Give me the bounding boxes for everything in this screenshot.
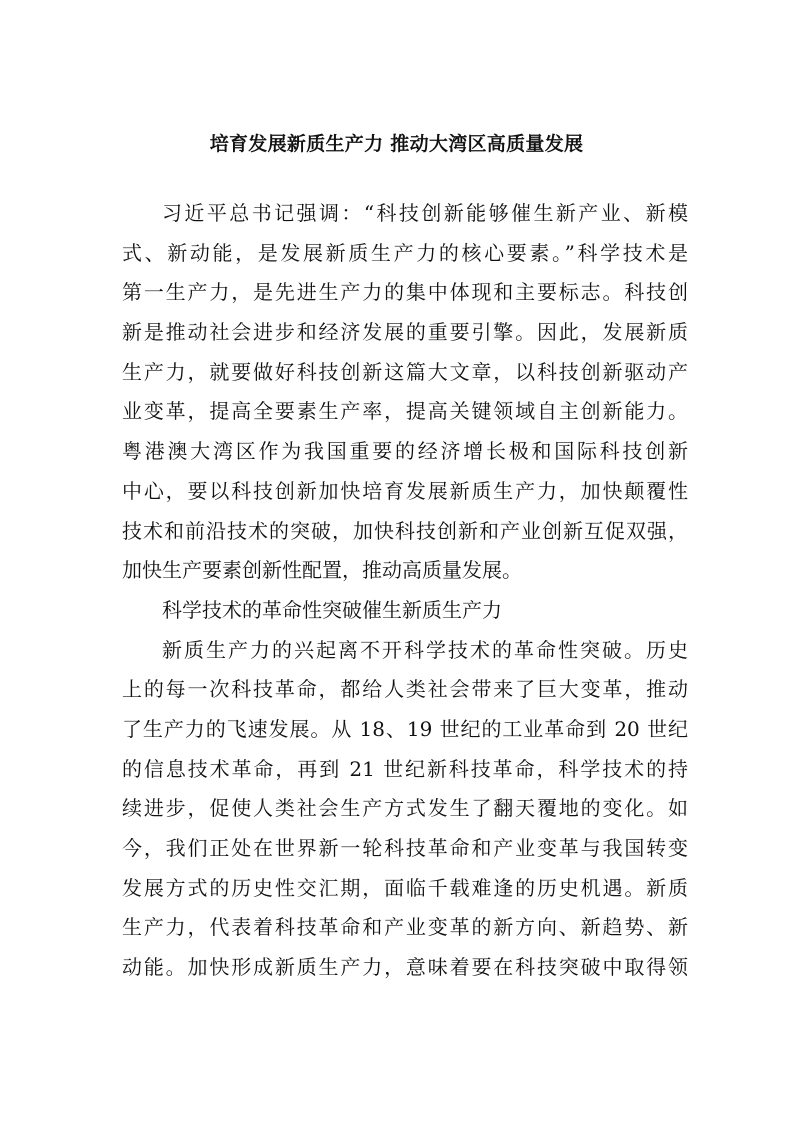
- text-line: 生产力，代表着科技革命和产业变革的新方向、新趋势、新: [122, 915, 688, 940]
- text-line: 业变革，提高全要素生产率，提高关键领域自主创新能力。: [122, 399, 688, 424]
- text-line: 发展方式的历史性交汇期，面临千载难逢的历史机遇。新质: [122, 875, 688, 900]
- text-line: 第一生产力，是先进生产力的集中体现和主要标志。科技创: [122, 280, 688, 305]
- document-body: [122, 194, 688, 988]
- text-line: 上的每一次科技革命，都给人类社会带来了巨大变革，推动: [122, 677, 688, 702]
- text-line: 式、新动能，是发展新质生产力的核心要素。”科学技术是: [122, 240, 688, 265]
- text-line: 新质生产力的兴起离不开科学技术的革命性突破。历史: [162, 637, 688, 662]
- text-line: 习近平总书记强调：“科技创新能够催生新产业、新模: [162, 201, 688, 225]
- text-line: 了生产力的飞速发展。从 18、19 世纪的工业革命到 20 世纪: [122, 716, 688, 741]
- text-line: 科学技术的革命性突破催生新质生产力: [162, 597, 502, 622]
- text-line: 加快生产要素创新性配置，推动高质量发展。: [122, 558, 522, 583]
- text-line: 的信息技术革命，再到 21 世纪新科技革命，科学技术的持: [122, 756, 688, 781]
- text-line: 今，我们正处在世界新一轮科技革命和产业变革与我国转变: [122, 836, 688, 860]
- text-line: 生产力，就要做好科技创新这篇大文章，以科技创新驱动产: [122, 359, 688, 384]
- text-line: 续进步，促使人类社会生产方式发生了翻天覆地的变化。如: [122, 796, 688, 821]
- text-line: 动能。加快形成新质生产力，意味着要在科技突破中取得领: [122, 955, 688, 980]
- text-line: 中心，要以科技创新加快培育发展新质生产力，加快颠覆性: [122, 478, 688, 503]
- document-title: 培育发展新质生产力 推动大湾区高质量发展: [209, 133, 584, 155]
- text-line: 粤港澳大湾区作为我国重要的经济增长极和国际科技创新: [122, 439, 688, 464]
- text-line: 技术和前沿技术的突破，加快科技创新和产业创新互促双强，: [122, 518, 688, 543]
- text-line: 新是推动社会进步和经济发展的重要引擎。因此，发展新质: [122, 320, 688, 345]
